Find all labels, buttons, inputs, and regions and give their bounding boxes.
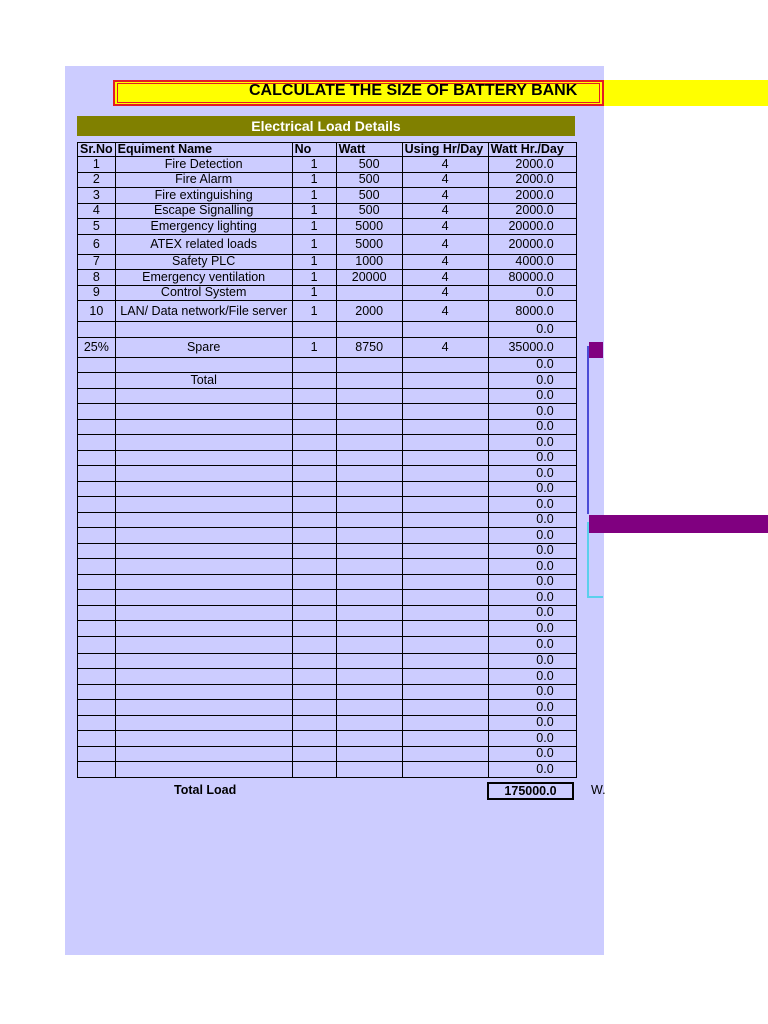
cell-no[interactable]	[292, 653, 336, 669]
table-row	[78, 746, 577, 762]
cell-using-hr-day[interactable]	[402, 419, 488, 435]
cell-watt[interactable]	[336, 512, 402, 528]
connector-line	[587, 346, 592, 514]
cell-no[interactable]	[292, 419, 336, 435]
cell-using-hr-day[interactable]	[402, 605, 488, 621]
cell-equipment-name[interactable]: Fire Alarm	[115, 172, 292, 188]
cell-using-hr-day[interactable]: 4	[402, 285, 488, 301]
cell-equipment-name[interactable]: Total	[115, 373, 292, 389]
cell-using-hr-day[interactable]	[402, 357, 488, 373]
cell-sr-no[interactable]	[78, 731, 116, 747]
cell-no[interactable]	[292, 574, 336, 590]
cell-watt[interactable]	[336, 669, 402, 685]
table-row	[78, 419, 577, 435]
cell-watt[interactable]	[336, 497, 402, 513]
cell-using-hr-day[interactable]: 4	[402, 203, 488, 219]
cell-watt[interactable]	[336, 388, 402, 404]
connector-line-secondary	[587, 522, 603, 598]
cell-no[interactable]	[292, 684, 336, 700]
cell-equipment-name[interactable]: Safety PLC	[115, 254, 292, 270]
cell-no[interactable]: 1	[292, 337, 336, 357]
cell-sr-no[interactable]: 4	[78, 203, 116, 219]
cell-watt[interactable]	[336, 481, 402, 497]
total-load-value[interactable]: 175000.0	[487, 782, 574, 800]
cell-no[interactable]	[292, 636, 336, 653]
cell-no[interactable]	[292, 621, 336, 637]
cell-watt[interactable]: 20000	[336, 270, 402, 286]
cell-using-hr-day[interactable]: 4	[402, 172, 488, 188]
cell-using-hr-day[interactable]: 4	[402, 188, 488, 204]
cell-watt-hr-day[interactable]: 35000.0	[488, 337, 576, 357]
cell-watt[interactable]	[336, 543, 402, 559]
cell-sr-no[interactable]	[78, 746, 116, 762]
cell-watt[interactable]	[336, 528, 402, 544]
cell-equipment-name[interactable]	[115, 357, 292, 373]
cell-no[interactable]	[292, 322, 336, 338]
cell-no[interactable]: 1	[292, 188, 336, 204]
table-row	[78, 234, 577, 254]
cell-no[interactable]	[292, 481, 336, 497]
cell-using-hr-day[interactable]	[402, 559, 488, 575]
cell-sr-no[interactable]: 2	[78, 172, 116, 188]
cell-watt[interactable]: 1000	[336, 254, 402, 270]
cell-watt-hr-day[interactable]: 0.0	[488, 543, 576, 559]
cell-using-hr-day[interactable]	[402, 322, 488, 338]
cell-watt[interactable]	[336, 559, 402, 575]
cell-watt[interactable]	[336, 653, 402, 669]
cell-watt[interactable]	[336, 373, 402, 389]
cell-equipment-name[interactable]	[115, 528, 292, 544]
cell-no[interactable]	[292, 450, 336, 466]
cell-watt-hr-day[interactable]: 0.0	[488, 590, 576, 606]
table-row	[78, 497, 577, 513]
cell-watt-hr-day[interactable]: 2000.0	[488, 157, 576, 173]
cell-watt[interactable]	[336, 404, 402, 420]
cell-watt-hr-day[interactable]: 80000.0	[488, 270, 576, 286]
cell-sr-no[interactable]	[78, 404, 116, 420]
cell-sr-no[interactable]	[78, 466, 116, 482]
cell-sr-no[interactable]: 5	[78, 219, 116, 235]
table-row	[78, 388, 577, 404]
cell-sr-no[interactable]: 1	[78, 157, 116, 173]
cell-no[interactable]: 1	[292, 172, 336, 188]
cell-sr-no[interactable]	[78, 543, 116, 559]
cell-watt[interactable]: 500	[336, 188, 402, 204]
cell-sr-no[interactable]: 9	[78, 285, 116, 301]
table-row	[78, 404, 577, 420]
cell-sr-no[interactable]	[78, 574, 116, 590]
table-row	[78, 731, 577, 747]
header-watt: Watt	[336, 143, 402, 157]
cell-watt[interactable]: 500	[336, 172, 402, 188]
cell-equipment-name[interactable]	[115, 466, 292, 482]
total-load-label: Total Load	[174, 783, 237, 797]
cell-watt-hr-day[interactable]: 0.0	[488, 404, 576, 420]
cell-watt[interactable]	[336, 450, 402, 466]
cell-no[interactable]	[292, 700, 336, 716]
table-row	[78, 574, 577, 590]
cell-using-hr-day[interactable]	[402, 715, 488, 731]
cell-using-hr-day[interactable]	[402, 574, 488, 590]
cell-using-hr-day[interactable]: 4	[402, 234, 488, 254]
cell-sr-no[interactable]	[78, 590, 116, 606]
cell-using-hr-day[interactable]: 4	[402, 301, 488, 322]
cell-no[interactable]: 1	[292, 234, 336, 254]
cell-using-hr-day[interactable]	[402, 388, 488, 404]
cell-no[interactable]: 1	[292, 301, 336, 322]
cell-watt[interactable]: 500	[336, 157, 402, 173]
cell-no[interactable]	[292, 357, 336, 373]
cell-sr-no[interactable]	[78, 373, 116, 389]
table-row	[78, 466, 577, 482]
table-row	[78, 270, 577, 286]
table-row	[78, 219, 577, 235]
cell-equipment-name[interactable]	[115, 574, 292, 590]
cell-equipment-name[interactable]	[115, 481, 292, 497]
cell-watt-hr-day[interactable]: 2000.0	[488, 188, 576, 204]
cell-no[interactable]	[292, 512, 336, 528]
table-row	[78, 512, 577, 528]
cell-equipment-name[interactable]	[115, 684, 292, 700]
cell-no[interactable]	[292, 746, 336, 762]
cell-using-hr-day[interactable]	[402, 466, 488, 482]
cell-using-hr-day[interactable]	[402, 481, 488, 497]
cell-sr-no[interactable]	[78, 700, 116, 716]
cell-watt-hr-day[interactable]: 2000.0	[488, 172, 576, 188]
cell-watt[interactable]: 500	[336, 203, 402, 219]
cell-watt[interactable]	[336, 574, 402, 590]
cell-equipment-name[interactable]: ATEX related loads	[115, 234, 292, 254]
cell-sr-no[interactable]	[78, 497, 116, 513]
table-row	[78, 337, 577, 357]
cell-sr-no[interactable]	[78, 388, 116, 404]
cell-sr-no[interactable]	[78, 762, 116, 778]
cell-equipment-name[interactable]	[115, 669, 292, 685]
cell-using-hr-day[interactable]	[402, 512, 488, 528]
cell-equipment-name[interactable]: Control System	[115, 285, 292, 301]
page-title: CALCULATE THE SIZE OF BATTERY BANK	[249, 82, 578, 99]
cell-no[interactable]: 1	[292, 270, 336, 286]
table-row	[78, 481, 577, 497]
table-header-row	[78, 143, 577, 157]
cell-equipment-name[interactable]	[115, 746, 292, 762]
cell-no[interactable]	[292, 762, 336, 778]
cell-watt-hr-day[interactable]: 0.0	[488, 435, 576, 451]
cell-no[interactable]	[292, 404, 336, 420]
cell-sr-no[interactable]	[78, 715, 116, 731]
table-row	[78, 528, 577, 544]
cell-sr-no[interactable]: 10	[78, 301, 116, 322]
cell-watt-hr-day[interactable]: 0.0	[488, 559, 576, 575]
cell-watt[interactable]	[336, 746, 402, 762]
cell-sr-no[interactable]	[78, 528, 116, 544]
cell-watt[interactable]	[336, 322, 402, 338]
cell-no[interactable]: 1	[292, 219, 336, 235]
cell-watt-hr-day[interactable]: 20000.0	[488, 234, 576, 254]
cell-using-hr-day[interactable]: 4	[402, 254, 488, 270]
table-row	[78, 435, 577, 451]
cell-watt-hr-day[interactable]: 0.0	[488, 322, 576, 338]
cell-equipment-name[interactable]	[115, 653, 292, 669]
cell-watt-hr-day[interactable]: 8000.0	[488, 301, 576, 322]
cell-using-hr-day[interactable]: 4	[402, 337, 488, 357]
cell-watt-hr-day[interactable]: 0.0	[488, 419, 576, 435]
cell-no[interactable]	[292, 731, 336, 747]
cell-watt-hr-day[interactable]: 0.0	[488, 684, 576, 700]
table-row	[78, 543, 577, 559]
cell-equipment-name[interactable]: Escape Signalling	[115, 203, 292, 219]
cell-no[interactable]	[292, 715, 336, 731]
cell-equipment-name[interactable]	[115, 605, 292, 621]
cell-sr-no[interactable]	[78, 481, 116, 497]
cell-watt-hr-day[interactable]: 0.0	[488, 466, 576, 482]
cell-watt-hr-day[interactable]: 0.0	[488, 653, 576, 669]
cell-watt-hr-day[interactable]: 0.0	[488, 285, 576, 301]
cell-no[interactable]	[292, 590, 336, 606]
cell-equipment-name[interactable]	[115, 404, 292, 420]
cell-watt[interactable]	[336, 762, 402, 778]
cell-using-hr-day[interactable]	[402, 700, 488, 716]
cell-sr-no[interactable]	[78, 636, 116, 653]
cell-watt-hr-day[interactable]: 0.0	[488, 731, 576, 747]
cell-watt-hr-day[interactable]: 0.0	[488, 715, 576, 731]
cell-sr-no[interactable]: 7	[78, 254, 116, 270]
cell-sr-no[interactable]	[78, 669, 116, 685]
cell-watt[interactable]	[336, 636, 402, 653]
table-row	[78, 684, 577, 700]
cell-watt-hr-day[interactable]: 0.0	[488, 636, 576, 653]
header-using-hr-day: Using Hr/Day	[402, 143, 488, 157]
cell-equipment-name[interactable]: Spare	[115, 337, 292, 357]
cell-equipment-name[interactable]: LAN/ Data network/File server	[115, 301, 292, 322]
table-row	[78, 590, 577, 606]
cell-watt-hr-day[interactable]: 2000.0	[488, 203, 576, 219]
header-no: No	[292, 143, 336, 157]
cell-no[interactable]	[292, 559, 336, 575]
cell-watt[interactable]	[336, 419, 402, 435]
table-row	[78, 285, 577, 301]
cell-watt-hr-day[interactable]: 0.0	[488, 700, 576, 716]
cell-watt-hr-day[interactable]: 0.0	[488, 605, 576, 621]
cell-equipment-name[interactable]	[115, 762, 292, 778]
cell-using-hr-day[interactable]	[402, 731, 488, 747]
cell-sr-no[interactable]	[78, 357, 116, 373]
cell-sr-no[interactable]	[78, 559, 116, 575]
table-row	[78, 715, 577, 731]
cell-watt[interactable]	[336, 621, 402, 637]
cell-watt-hr-day[interactable]: 0.0	[488, 762, 576, 778]
cell-watt-hr-day[interactable]: 0.0	[488, 450, 576, 466]
table-row	[78, 172, 577, 188]
cell-no[interactable]	[292, 373, 336, 389]
cell-sr-no[interactable]: 6	[78, 234, 116, 254]
table-row	[78, 301, 577, 322]
cell-equipment-name[interactable]	[115, 559, 292, 575]
cell-using-hr-day[interactable]: 4	[402, 270, 488, 286]
cell-sr-no[interactable]	[78, 653, 116, 669]
load-table	[77, 142, 577, 778]
cell-watt[interactable]: 5000	[336, 219, 402, 235]
cell-watt[interactable]: 2000	[336, 301, 402, 322]
cell-using-hr-day[interactable]	[402, 404, 488, 420]
cell-sr-no[interactable]: 25%	[78, 337, 116, 357]
cell-no[interactable]	[292, 497, 336, 513]
cell-sr-no[interactable]	[78, 605, 116, 621]
cell-watt-hr-day[interactable]: 0.0	[488, 621, 576, 637]
cell-using-hr-day[interactable]	[402, 528, 488, 544]
cell-using-hr-day[interactable]	[402, 590, 488, 606]
total-load-unit: W.	[591, 783, 606, 797]
cell-equipment-name[interactable]: Emergency lighting	[115, 219, 292, 235]
table-row	[78, 203, 577, 219]
cell-watt[interactable]	[336, 715, 402, 731]
cell-sr-no[interactable]	[78, 322, 116, 338]
cell-sr-no[interactable]	[78, 435, 116, 451]
table-row	[78, 357, 577, 373]
cell-watt[interactable]	[336, 466, 402, 482]
cell-equipment-name[interactable]	[115, 731, 292, 747]
cell-watt[interactable]	[336, 357, 402, 373]
cell-equipment-name[interactable]	[115, 621, 292, 637]
cell-watt[interactable]	[336, 731, 402, 747]
cell-equipment-name[interactable]	[115, 636, 292, 653]
cell-equipment-name[interactable]: Fire Detection	[115, 157, 292, 173]
cell-using-hr-day[interactable]: 4	[402, 157, 488, 173]
cell-equipment-name[interactable]	[115, 512, 292, 528]
table-row	[78, 700, 577, 716]
cell-no[interactable]: 1	[292, 203, 336, 219]
cell-no[interactable]: 1	[292, 285, 336, 301]
cell-no[interactable]	[292, 528, 336, 544]
cell-using-hr-day[interactable]	[402, 621, 488, 637]
cell-no[interactable]	[292, 605, 336, 621]
header-watt-hr-day: Watt Hr./Day	[488, 143, 576, 157]
cell-watt-hr-day[interactable]: 0.0	[488, 357, 576, 373]
table-row	[78, 636, 577, 653]
cell-watt-hr-day[interactable]: 0.0	[488, 373, 576, 389]
cell-no[interactable]: 1	[292, 157, 336, 173]
header-equipment-name: Equiment Name	[115, 143, 292, 157]
section-title: Electrical Load Details	[77, 116, 575, 136]
table-row	[78, 762, 577, 778]
cell-using-hr-day[interactable]	[402, 450, 488, 466]
cell-using-hr-day[interactable]	[402, 684, 488, 700]
cell-equipment-name[interactable]	[115, 419, 292, 435]
header-sr-no: Sr.No	[78, 143, 116, 157]
table-row	[78, 605, 577, 621]
cell-watt[interactable]	[336, 605, 402, 621]
cell-watt[interactable]	[336, 700, 402, 716]
cell-watt[interactable]	[336, 435, 402, 451]
cell-sr-no[interactable]	[78, 512, 116, 528]
cell-using-hr-day[interactable]	[402, 497, 488, 513]
table-row	[78, 559, 577, 575]
table-row	[78, 188, 577, 204]
cell-equipment-name[interactable]	[115, 543, 292, 559]
cell-sr-no[interactable]: 8	[78, 270, 116, 286]
cell-watt-hr-day[interactable]: 0.0	[488, 497, 576, 513]
cell-equipment-name[interactable]	[115, 322, 292, 338]
cell-equipment-name[interactable]	[115, 700, 292, 716]
table-row	[78, 373, 577, 389]
cell-equipment-name[interactable]	[115, 435, 292, 451]
cell-watt-hr-day[interactable]: 0.0	[488, 388, 576, 404]
table-row	[78, 621, 577, 637]
table-body	[78, 157, 577, 778]
cell-watt-hr-day[interactable]: 0.0	[488, 481, 576, 497]
cell-no[interactable]: 1	[292, 254, 336, 270]
cell-equipment-name[interactable]	[115, 388, 292, 404]
cell-watt[interactable]	[336, 590, 402, 606]
cell-watt-hr-day[interactable]: 20000.0	[488, 219, 576, 235]
cell-watt-hr-day[interactable]: 0.0	[488, 512, 576, 528]
cell-sr-no[interactable]	[78, 684, 116, 700]
cell-equipment-name[interactable]	[115, 450, 292, 466]
cell-sr-no[interactable]	[78, 419, 116, 435]
cell-using-hr-day[interactable]: 4	[402, 219, 488, 235]
cell-watt[interactable]: 5000	[336, 234, 402, 254]
cell-watt[interactable]	[336, 684, 402, 700]
table-row	[78, 653, 577, 669]
cell-using-hr-day[interactable]	[402, 746, 488, 762]
cell-watt[interactable]	[336, 285, 402, 301]
cell-using-hr-day[interactable]	[402, 373, 488, 389]
side-panel-bar	[589, 515, 768, 533]
cell-using-hr-day[interactable]	[402, 762, 488, 778]
cell-watt-hr-day[interactable]: 4000.0	[488, 254, 576, 270]
cell-using-hr-day[interactable]	[402, 435, 488, 451]
cell-sr-no[interactable]: 3	[78, 188, 116, 204]
cell-equipment-name[interactable]	[115, 497, 292, 513]
table-row	[78, 669, 577, 685]
cell-watt-hr-day[interactable]: 0.0	[488, 528, 576, 544]
cell-watt-hr-day[interactable]: 0.0	[488, 746, 576, 762]
cell-watt-hr-day[interactable]: 0.0	[488, 574, 576, 590]
cell-equipment-name[interactable]	[115, 715, 292, 731]
cell-no[interactable]	[292, 466, 336, 482]
cell-watt-hr-day[interactable]: 0.0	[488, 669, 576, 685]
cell-using-hr-day[interactable]	[402, 669, 488, 685]
cell-equipment-name[interactable]: Emergency ventilation	[115, 270, 292, 286]
table-row	[78, 157, 577, 173]
cell-using-hr-day[interactable]	[402, 543, 488, 559]
cell-sr-no[interactable]	[78, 450, 116, 466]
cell-using-hr-day[interactable]	[402, 636, 488, 653]
cell-using-hr-day[interactable]	[402, 653, 488, 669]
cell-no[interactable]	[292, 388, 336, 404]
cell-sr-no[interactable]	[78, 621, 116, 637]
cell-equipment-name[interactable]	[115, 590, 292, 606]
cell-no[interactable]	[292, 435, 336, 451]
table-row	[78, 254, 577, 270]
table-row	[78, 322, 577, 338]
cell-equipment-name[interactable]: Fire extinguishing	[115, 188, 292, 204]
cell-no[interactable]	[292, 543, 336, 559]
cell-watt[interactable]: 8750	[336, 337, 402, 357]
table-row	[78, 450, 577, 466]
cell-no[interactable]	[292, 669, 336, 685]
